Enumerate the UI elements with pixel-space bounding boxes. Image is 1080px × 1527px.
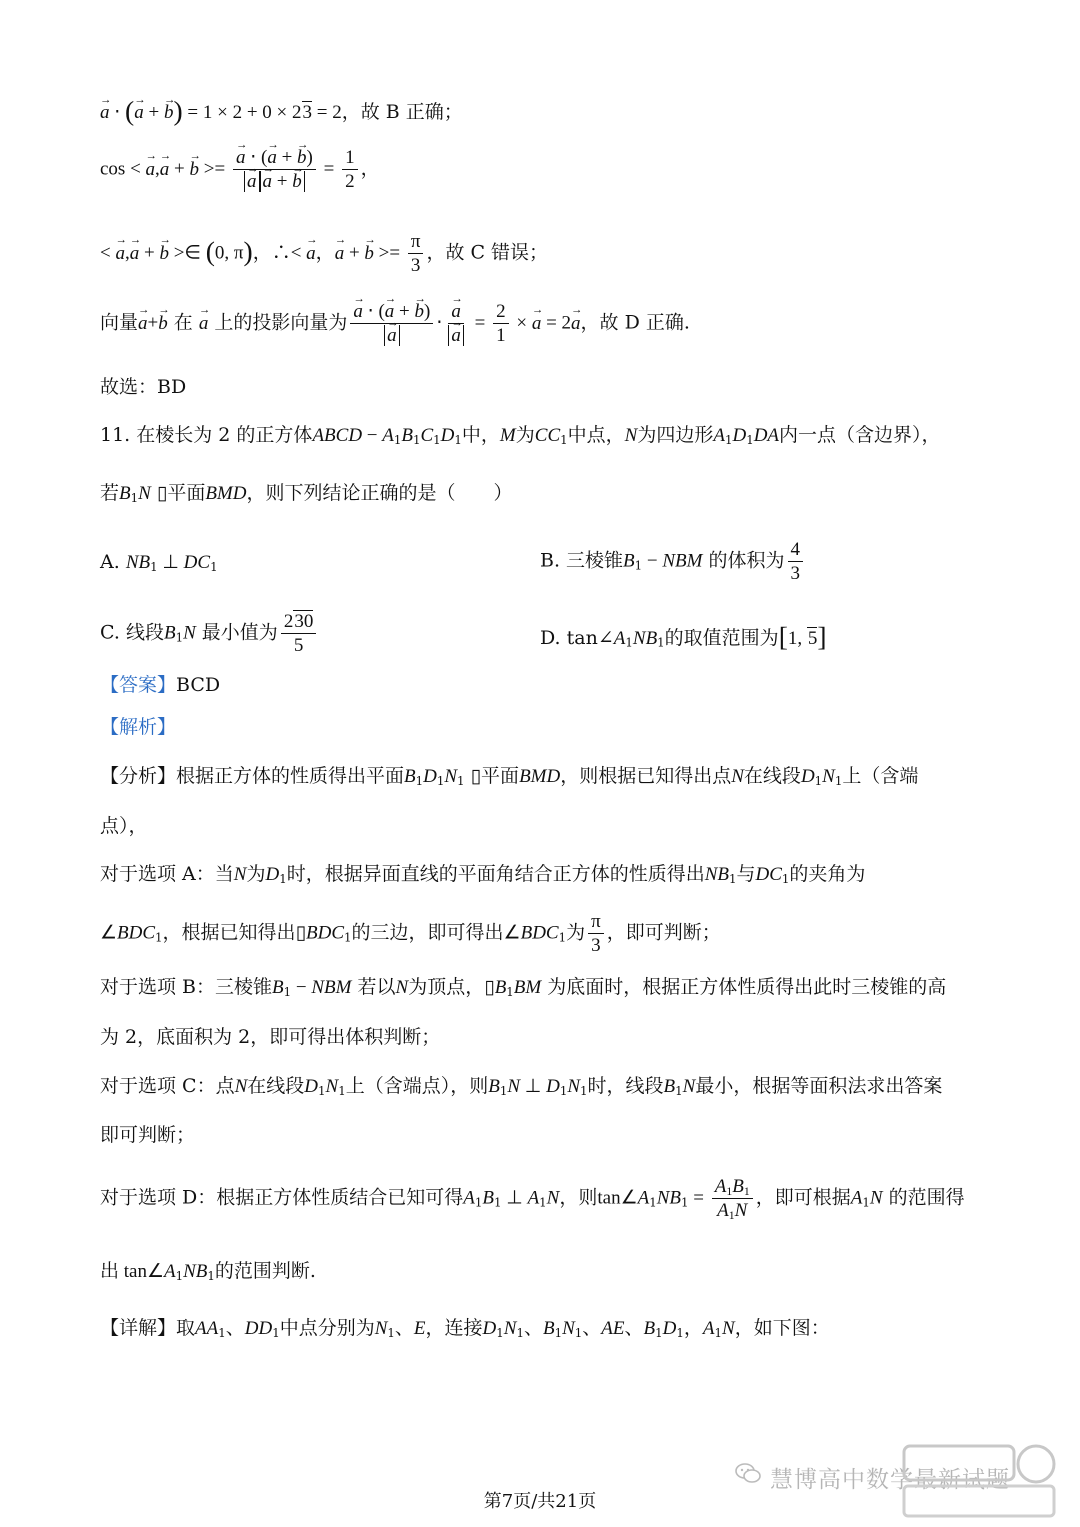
option-b-text: 的体积为 bbox=[708, 549, 785, 572]
option-b: B. 三棱锥$B_1$ − NBM 的体积为 $\frac{4}{3}$ bbox=[540, 540, 806, 583]
q11-a: 11. 在棱长为 2 的正方体 bbox=[100, 424, 313, 446]
page-footer: 第7页/共21页 bbox=[483, 1491, 597, 1512]
a1-b: 为 bbox=[246, 863, 266, 885]
l4-a: 向量 bbox=[100, 311, 139, 334]
an-d: 在线段 bbox=[743, 765, 801, 787]
x-b: 、 bbox=[225, 1317, 245, 1339]
option-a-analysis-1: 对于选项 A：当N为$D_1$时，根据异面直线的平面角结合正方体的性质得出$NB_1$与$DC_1$的夹角为 bbox=[100, 863, 866, 886]
option-c-text: 最小值为 bbox=[201, 621, 278, 644]
b1-a: 对于选项 B：三棱锥 bbox=[100, 976, 273, 998]
d2-b: 的范围判断. bbox=[214, 1260, 316, 1282]
q11-e: 为四边形 bbox=[637, 424, 714, 446]
a2-b: 的三边，即可得出 bbox=[351, 921, 504, 944]
analysis-line-2: 点）， bbox=[100, 815, 148, 837]
line-4: 向量→ a+→ b 在 → a 上的投影向量为 → a ⋅ (→ a + → b) → a ⋅ → a → a = $\frac{2}{1}$ × → a = 2→ a，故 D 正确. bbox=[100, 302, 690, 345]
x-g: 、 bbox=[582, 1317, 602, 1339]
an-c: ，则根据已知得出点 bbox=[560, 765, 732, 787]
watermark-text: 慧博高中数学最新试题 bbox=[770, 1467, 1010, 1493]
option-d-label: D. bbox=[540, 626, 561, 649]
choose-line: 故选：BD bbox=[100, 376, 187, 398]
d1-a: 对于选项 D：根据正方体性质结合已知可得 bbox=[100, 1186, 464, 1209]
line-2: cos < → a,→ a + → b >= → a ⋅ (→ a + → b) → a→ a + → b = $\frac{1}{2}$ ， bbox=[100, 148, 380, 191]
option-d-analysis-2: 出 $\tan\angle A_1NB_1$的范围判断. bbox=[100, 1260, 316, 1283]
option-a: A. $NB_1$ ⊥ $DC_1$ bbox=[100, 551, 218, 574]
l1-tail: ，故 B 正确； bbox=[341, 100, 463, 123]
a2-c: 为 bbox=[566, 921, 586, 944]
l3-mid: ，∴ bbox=[252, 241, 291, 264]
option-c-analysis-2: 即可判断； bbox=[100, 1124, 196, 1146]
c1-b: 在线段 bbox=[247, 1075, 305, 1097]
x-i: ， bbox=[683, 1317, 703, 1339]
x-f: 、 bbox=[523, 1317, 543, 1339]
option-a-analysis-2: $\angle BDC_1$，根据已知得出$▯BDC_1$的三边，即可得出$\angle BDC_1$为 $\frac{\pi}{3}$ ，即可判断； bbox=[100, 911, 721, 956]
b1-b: 若以 bbox=[357, 976, 396, 998]
q11-h: 平面 bbox=[167, 482, 206, 504]
l4-b: 在 bbox=[173, 311, 193, 334]
x-a: 【详解】取 bbox=[100, 1317, 196, 1339]
c1-c: 上（含端点），则 bbox=[345, 1075, 489, 1097]
d1-b: ，则 bbox=[559, 1186, 598, 1209]
c1-d: 时，线段 bbox=[587, 1075, 664, 1097]
a1-c: 时，根据异面直线的平面角结合正方体的性质得出 bbox=[286, 863, 705, 885]
q11-b: 中， bbox=[461, 424, 500, 446]
option-c-label: C. 线段 bbox=[100, 621, 164, 644]
option-d-text: 的取值范围为 bbox=[664, 626, 779, 649]
option-d: D. $\tan\angle A_1NB_1$的取值范围为[1, 5] bbox=[540, 621, 827, 652]
option-a-label: A. bbox=[100, 551, 120, 573]
answer-value: BCD bbox=[176, 674, 221, 696]
q11-line-1: 11. 在棱长为 2 的正方体ABCD − $A_1B_1C_1D_1$中，M为$CC_1$中点，N为四边形$A_1D_1DA$内一点（含边界）， bbox=[100, 424, 941, 447]
l2-tail: ， bbox=[360, 157, 380, 180]
x-d: 、 bbox=[394, 1317, 414, 1339]
d1-c: ，即可根据 bbox=[755, 1186, 851, 1209]
x-c: 中点分别为 bbox=[279, 1317, 375, 1339]
a2-a: ，根据已知得出 bbox=[162, 921, 296, 944]
wechat-icon bbox=[735, 1462, 761, 1484]
c1-a: 对于选项 C：点 bbox=[100, 1075, 235, 1097]
option-c: C. 线段$B_1N$ 最小值为 $\frac{230}{5}$ bbox=[100, 612, 319, 655]
option-b-analysis-2: 为 2，底面积为 2，即可得出体积判断； bbox=[100, 1026, 441, 1048]
x-j: ，如下图： bbox=[734, 1317, 830, 1339]
analysis-tag: 【解析】 bbox=[100, 716, 177, 738]
c1-e: 最小，根据等面积法求出答案 bbox=[695, 1075, 943, 1097]
d2-a: 出 bbox=[100, 1260, 120, 1282]
b1-d: 为底面时，根据正方体性质得出此时三棱锥的高 bbox=[547, 976, 947, 998]
option-d-analysis-1: 对于选项 D：根据正方体性质结合已知可得$A_1B_1$ ⊥ $A_1N$，则$\tan\angle A_1NB_1$ = $\frac{A_1B_1}{A_1N}$ ，即可根据$A_1N$ 的范围得 bbox=[100, 1176, 965, 1222]
a1-e: 的夹角为 bbox=[789, 863, 866, 885]
a2-d: ，即可判断； bbox=[606, 921, 721, 944]
l4-c: 上的投影向量为 bbox=[214, 311, 348, 334]
l3-tail: ，故 C 错误； bbox=[426, 241, 549, 264]
frac-cos: → a ⋅ (→ a + → b) → a→ a + → b bbox=[233, 148, 316, 191]
d1-d: 的范围得 bbox=[888, 1186, 965, 1209]
q11-line-2: 若$B_1N$ ▯平面BMD，则下列结论正确的是（ ） bbox=[100, 482, 513, 505]
an-a: 【分析】根据正方体的性质得出平面 bbox=[100, 765, 405, 787]
detail-line: 【详解】取$AA_1$、$DD_1$中点分别为$N_1$、E，连接$D_1N_1$、$B_1N_1$、AE、$B_1D_1$，$A_1N$，如下图： bbox=[100, 1317, 830, 1340]
option-b-analysis-1: 对于选项 B：三棱锥$B_1$ − NBM 若以N为顶点，$▯B_1BM$ 为底面时，根据正方体性质得出此时三棱锥的高 bbox=[100, 976, 947, 999]
answer-tag: 【答案】 bbox=[100, 674, 177, 696]
line-3: < → a,→ a + → b >∈ (0, π)，∴< → a，→ a + → b >= $\frac{\pi}{3}$ ，故 C 错误； bbox=[100, 232, 548, 275]
option-c-analysis-1: 对于选项 C：点N在线段$D_1N_1$上（含端点），则$B_1N$ ⊥ $D_1N_1$时，线段$B_1N$最小，根据等面积法求出答案 bbox=[100, 1075, 943, 1098]
q11-g: 若 bbox=[100, 482, 120, 504]
q11-c: 为 bbox=[515, 424, 535, 446]
b1-c: 为顶点， bbox=[408, 976, 485, 998]
q11-i: ，则下列结论正确的是（ ） bbox=[246, 482, 513, 504]
x-h: 、 bbox=[624, 1317, 644, 1339]
q11-d: 中点， bbox=[567, 424, 625, 446]
an-b: 平面 bbox=[481, 765, 520, 787]
x-e: ，连接 bbox=[425, 1317, 483, 1339]
l4-tail: ，故 D 正确. bbox=[580, 311, 690, 334]
a1-d: 与 bbox=[736, 863, 756, 885]
line-1: → a ⋅ (→ a + → b) = 1 × 2 + 0 × 23 = 2，故 B 正确； bbox=[100, 97, 463, 125]
answer-line bbox=[100, 676, 220, 695]
a1-a: 对于选项 A：当 bbox=[100, 863, 234, 885]
option-b-label: B. 三棱锥 bbox=[540, 549, 624, 572]
q11-f: 内一点（含边界）， bbox=[779, 424, 941, 446]
an-e: 上（含端 bbox=[842, 765, 919, 787]
analysis-line-1: 【分析】根据正方体的性质得出平面$B_1D_1N_1$ ▯平面BMD，则根据已知得出点N在线段$D_1N_1$上（含端 bbox=[100, 765, 919, 788]
